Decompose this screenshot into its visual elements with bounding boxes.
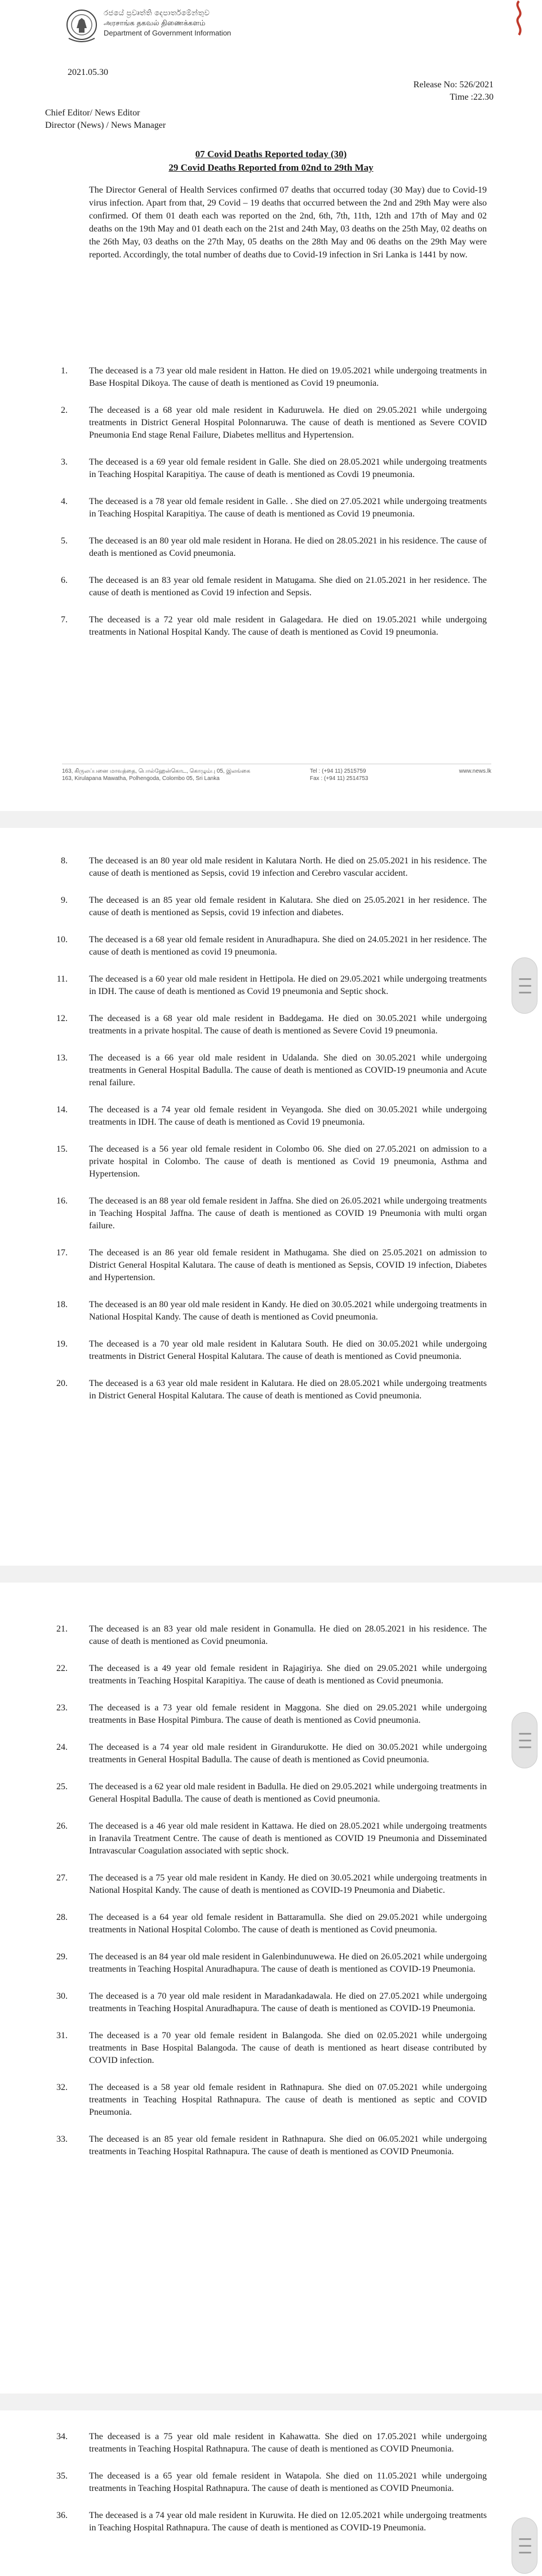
page-scroll-handle[interactable] [512, 1712, 537, 1768]
death-entry [45, 894, 487, 919]
entry-text: The deceased is an 80 year old male resident in Kandy. He died on 30.05.2021 while undergoing treatments in National Hospital Kandy. The cause of death is mentioned as Covid pneumonia. [89, 1300, 487, 1322]
dept-name-tamil: அரசாங்க தகவல் திணைக்களம் [104, 19, 206, 27]
death-entry [45, 1338, 487, 1363]
footer-contact [310, 768, 368, 782]
death-entry [45, 1623, 487, 1648]
page-scroll-handle[interactable] [512, 2517, 537, 2574]
document-page-1 [0, 0, 542, 811]
death-entry [45, 973, 487, 998]
entry-number: 23. [56, 1703, 68, 1713]
death-entry [45, 1052, 487, 1089]
page-footer [62, 764, 491, 784]
entry-text: The deceased is a 66 year old male resident in Udalanda. She died on 30.05.2021 while undergoing treatments in General Hospital Badulla. The cause of death is mentioned as COVID-19 pneumonia and Acute renal failure. [89, 1053, 487, 1088]
entry-number: 19. [56, 1339, 68, 1349]
entry-text: The deceased is a 62 year old male resident in Badulla. He died on 29.05.2021 while undergoing treatments in General Hospital Badulla. The cause of death is mentioned as Covid pneumonia. [89, 1782, 487, 1804]
title-line-2: 29 Covid Deaths Reported from 02nd to 29th May [168, 162, 374, 173]
entry-text: The deceased is an 80 year old male resident in Kalutara North. He died on 25.05.2021 in his residence. The cause of death is mentioned as Sepsis, covid 19 infection and Cerebro vascular accident. [89, 856, 487, 878]
death-entry [45, 496, 487, 520]
addressee-line-2: Director (News) / News Manager [45, 121, 166, 130]
entry-text: The deceased is a 65 year old female resident in Watapola. She died on 11.05.2021 while undergoing treatments in Teaching Hospital Rathnapura. The cause of death is mentioned as COVID Pneumonia. [89, 2471, 487, 2493]
death-entry [45, 2431, 487, 2455]
entry-number: 18. [56, 1300, 68, 1309]
entry-text: The deceased is a 63 year old male resident in Kalutara. He died on 28.05.2021 while undergoing treatments in District General Hospital Kalutara. The cause of death is mentioned as Covid pneumonia. [89, 1379, 487, 1401]
entry-text: The deceased is a 46 year old male resident in Kattawa. He died on 28.05.2021 while undergoing treatments in Iranavila Treatment Centre. The cause of death is mentioned as COVID 19 Pneumonia and Disseminated Intravascular Coagulation associated with septic shock. [89, 1821, 487, 1856]
death-entry [45, 2030, 487, 2067]
title-line-1: 07 Covid Deaths Reported today (30) [195, 149, 347, 159]
death-entry [45, 2470, 487, 2495]
entry-text: The deceased is a 49 year old female resident in Rajagiriya. She died on 29.05.2021 while undergoing treatments in Teaching Hospital Karapitiya. The cause of death is mentioned as Covid pneumonia. [89, 1664, 487, 1686]
entry-number: 33. [56, 2134, 68, 2144]
entry-text: The deceased is a 72 year old male resident in Galagedara. He died on 19.05.2021 while undergoing treatments in National Hospital Kandy. The cause of death is mentioned as Covid 19 pneumonia. [89, 615, 487, 637]
entry-text: The deceased is a 74 year old female resident in Veyangoda. She died on 30.05.2021 while undergoing treatments in IDH. The cause of death is mentioned as Covid 19 pneumonia. [89, 1105, 487, 1127]
entry-text: The deceased is a 56 year old female resident in Colombo 06. She died on 27.05.2021 on admission to a private hospital in Colombo. The cause of death is mentioned as Covid 19 pneumonia, Asthma and Hypertension. [89, 1144, 487, 1179]
death-entry [45, 934, 487, 959]
release-info [414, 79, 494, 104]
entry-text: The deceased is a 70 year old female resident in Balangoda. She died on 02.05.2021 while undergoing treatments in Base Hospital Balangoda. The cause of death is mentioned as heart disease contributed by COVID infection. [89, 2031, 487, 2065]
footer-address-tamil: 163, கிருலப்பனை மாவத்தை, பொல்ஹேன்கொட, கொழும்பு 05, இலங்கை [62, 768, 251, 774]
entry-text: The deceased is a 74 year old male resident in Girandurukotte. He died on 30.05.2021 while undergoing treatments in General Hospital Badulla. The cause of death is mentioned as Covid pneumonia. [89, 1742, 487, 1764]
entry-text: The deceased is a 75 year old male resident in Kandy. He died on 30.05.2021 while undergoing treatments in National Hospital Kandy. The cause of death is mentioned as COVID-19 Pneumonia and Diabetic. [89, 1873, 487, 1895]
entry-text: The deceased is a 64 year old female resident in Battaramulla. She died on 29.05.2021 while undergoing treatments in National Hospital Colombo. The cause of death is mentioned as Covid pneumonia. [89, 1913, 487, 1935]
death-entry [45, 1741, 487, 1766]
release-number: Release No: 526/2021 [413, 80, 494, 90]
entry-number: 7. [61, 615, 68, 625]
entry-text: The deceased is a 69 year old female resident in Galle. She died on 28.05.2021 while undergoing treatments in Teaching Hospital Karapitiya. The cause of death is mentioned as Covdi 19 pneumonia. [89, 457, 487, 479]
page-scroll-handle[interactable] [512, 957, 537, 1014]
death-entry [45, 404, 487, 442]
entry-number: 12. [56, 1014, 68, 1023]
entry-number: 13. [56, 1053, 68, 1063]
red-ribbon-icon [512, 0, 526, 36]
entry-number: 28. [56, 1913, 68, 1922]
entry-number: 27. [56, 1873, 68, 1883]
entry-text: The deceased is a 60 year old male resident in Hettipola. He died on 29.05.2021 while undergoing treatments in IDH. The cause of death is mentioned as Covid 19 pneumonia and Septic shock. [89, 974, 487, 996]
department-name [104, 8, 231, 38]
death-entry [45, 1299, 487, 1323]
entry-number: 8. [61, 856, 68, 866]
release-time: Time :22.30 [450, 92, 494, 102]
death-entry [45, 1378, 487, 1402]
entry-number: 26. [56, 1821, 68, 1831]
entry-number: 4. [61, 497, 68, 506]
entry-number: 20. [56, 1379, 68, 1388]
footer-website: www.news.lk [459, 768, 491, 774]
document-page-3 [0, 1583, 542, 2394]
entry-text: The deceased is an 84 year old male resident in Galenbindunuwewa. He died on 26.05.2021 while undergoing treatments in Teaching Hospital Anuradhapura. The cause of death is mentioned as COVID-19 Pneumonia. [89, 1952, 487, 1974]
entry-number: 29. [56, 1952, 68, 1962]
entry-text: The deceased is a 68 year old female resident in Anuradhapura. She died on 24.05.2021 in her residence. The cause of death is mentioned as covid 19 pneumonia. [89, 935, 487, 957]
entry-number: 22. [56, 1664, 68, 1673]
death-entry [45, 1781, 487, 1806]
entry-number: 25. [56, 1782, 68, 1791]
entry-number: 30. [56, 1991, 68, 2001]
entry-text: The deceased is a 74 year old male resident in Kuruwita. He died on 12.05.2021 while undergoing treatments in Teaching Hospital Rathnapura. The cause of death is mentioned as COVID-19 Pneumonia. [89, 2511, 487, 2533]
death-entry [45, 1104, 487, 1129]
death-entry [45, 855, 487, 880]
entry-number: 15. [56, 1144, 68, 1154]
death-entry [45, 1195, 487, 1232]
death-entry [45, 1951, 487, 1976]
death-entry [45, 614, 487, 639]
death-entry [45, 1247, 487, 1284]
footer-address-english: 163, Kirulapana Mawatha, Polhengoda, Colombo 05, Sri Lanka [62, 776, 220, 782]
addressee-line-1: Chief Editor/ News Editor [45, 108, 140, 118]
entry-number: 2. [61, 405, 68, 415]
entry-number: 5. [61, 536, 68, 546]
entry-number: 24. [56, 1742, 68, 1752]
death-entry [45, 365, 487, 390]
dept-name-english: Department of Government Information [104, 29, 232, 37]
entry-text: The deceased is an 83 year old male resident in Gonamulla. He died on 28.05.2021 in his residence. The cause of death is mentioned as Covid pneumonia. [89, 1624, 487, 1646]
death-entry [45, 1911, 487, 1936]
entry-number: 6. [61, 576, 68, 585]
death-entry [45, 2510, 487, 2534]
death-entry [45, 1990, 487, 2015]
deaths-list [45, 2431, 487, 2549]
entry-text: The deceased is a 68 year old male resident in Kaduruwela. He died on 29.05.2021 while undergoing treatments in District General Hospital Polonnaruwa. The cause of death is mentioned as Severe COVID Pneumonia End stage Renal Failure, Diabetes mellitus and Hypertension. [89, 405, 487, 440]
sri-lanka-emblem-icon [64, 6, 99, 46]
entry-number: 35. [56, 2471, 68, 2481]
entry-number: 16. [56, 1196, 68, 1206]
entry-text: The deceased is an 85 year old female resident in Kalutara. She died on 25.05.2021 in her residence. The cause of death is mentioned as Sepsis, covid 19 infection and diabetes. [89, 895, 487, 917]
entry-number: 10. [56, 935, 68, 944]
deaths-list [45, 855, 487, 1417]
footer-tel: Tel : (+94 11) 2515759 [310, 768, 366, 774]
footer-address [62, 768, 250, 782]
document-page-4 [0, 2410, 542, 2576]
death-entry [45, 1872, 487, 1897]
footer-fax: Fax : (+94 11) 2514753 [310, 776, 368, 782]
entry-text: The deceased is an 80 year old male resident in Horana. He died on 28.05.2021 in his residence. The cause of death is mentioned as Covid pneumonia. [89, 536, 487, 558]
entry-number: 36. [56, 2511, 68, 2520]
document-page-2 [0, 828, 542, 1566]
entry-number: 14. [56, 1105, 68, 1115]
document-title [0, 148, 542, 175]
death-entry [45, 2133, 487, 2158]
entry-number: 1. [61, 366, 68, 376]
entry-text: The deceased is a 73 year old female resident in Maggona. She died on 29.05.2021 while undergoing treatments in Base Hospital Pimbura. The cause of death is mentioned as Covid pneumonia. [89, 1703, 487, 1725]
entry-number: 11. [56, 974, 68, 984]
death-entry [45, 535, 487, 560]
death-entry [45, 574, 487, 599]
death-entry [45, 1820, 487, 1857]
death-entry [45, 1143, 487, 1180]
entry-text: The deceased is an 88 year old female resident in Jaffna. She died on 26.05.2021 while undergoing treatments in Teaching Hospital Jaffna. The cause of death is mentioned as COVID 19 Pneumonia with multi organ failure. [89, 1196, 487, 1231]
addressee [45, 107, 166, 132]
entry-text: The deceased is a 68 year old male resident in Baddegama. He died on 30.05.2021 while undergoing treatments in a private hospital. The cause of death is mentioned as Severe Covid 19 pneumonia. [89, 1014, 487, 1036]
entry-number: 9. [61, 895, 68, 905]
entry-number: 17. [56, 1248, 68, 1258]
entry-number: 32. [56, 2083, 68, 2092]
entry-text: The deceased is a 75 year old male resident in Kahawatta. She died on 17.05.2021 while undergoing treatments in Teaching Hospital Rathnapura. The cause of death is mentioned as COVID Pneumonia. [89, 2432, 487, 2454]
entry-text: The deceased is a 58 year old female resident in Rathnapura. She died on 07.05.2021 while undergoing treatments in Teaching Hospital Rathnapura. The cause of death is mentioned as septic and COVID Pneumonia. [89, 2083, 487, 2117]
dept-name-sinhala: රජයේ ප්‍රවෘත්ති දෙපාර්තමේන්තුව [104, 8, 210, 17]
entry-text: The deceased is a 70 year old male resident in Kalutara South. He died on 30.05.2021 while undergoing treatments in District General Hospital Kalutara. The cause of death is mentioned as Covid pneumonia. [89, 1339, 487, 1361]
entry-number: 3. [61, 457, 68, 467]
entry-text: The deceased is a 73 year old male resident in Hatton. He died on 19.05.2021 while undergoing treatments in Base Hospital Dikoya. The cause of death is mentioned as Covid 19 pneumonia. [89, 366, 487, 388]
death-entry [45, 1013, 487, 1037]
release-date: 2021.05.30 [68, 68, 108, 77]
letterhead [45, 0, 503, 68]
entry-number: 34. [56, 2432, 68, 2441]
death-entry [45, 1663, 487, 1687]
entry-number: 31. [56, 2031, 68, 2040]
entry-text: The deceased is an 83 year old female resident in Matugama. She died on 21.05.2021 in her residence. The cause of death is mentioned as Covid 19 infection and Sepsis. [89, 576, 487, 598]
entry-text: The deceased is a 78 year old female resident in Galle. . She died on 27.05.2021 while undergoing treatments in Teaching Hospital Karapitiya. The cause of death is mentioned as Covid 19 pneumonia. [89, 497, 487, 519]
death-entry [45, 456, 487, 481]
entry-text: The deceased is an 85 year old female resident in Rathnapura. She died on 06.05.2021 while undergoing treatments in Teaching Hospital Rathnapura. The cause of death is mentioned as COVID Pneumonia. [89, 2134, 487, 2156]
entry-number: 21. [56, 1624, 68, 1634]
entry-text: The deceased is an 86 year old female resident in Mathugama. She died on 25.05.2021 on admission to District General Hospital Kalutara. The cause of death is mentioned as Sepsis, COVID 19 infection, Diabetes and Hypertension. [89, 1248, 487, 1282]
death-entry [45, 2082, 487, 2119]
entry-text: The deceased is a 70 year old male resident in Maradankadawala. He died on 27.05.2021 while undergoing treatments in Teaching Hospital Anuradhapura. The cause of death is mentioned as COVID-19 Pneumonia. [89, 1991, 487, 2013]
deaths-list [45, 365, 487, 653]
death-entry [45, 1702, 487, 1727]
deaths-list [45, 1623, 487, 2173]
intro-paragraph: The Director General of Health Services confirmed 07 deaths that occurred today (30 May) due to Covid-19 virus infection. Apart from that, 29 Covid – 19 deaths that occurred between the 2nd and 29th May were also confirmed. Of them 01 death each was reported on the 2nd, 6th, 7th, 11th, 12th and 17th of May and 02 deaths on the 19th May and 01 death each on the 21st and 24th May, 03 deaths on the 25th May, 02 deaths on the 26th May, 03 deaths on the 27th May, 05 deaths on the 28th May and 06 deaths on the 29th May were reported. Accordingly, the total number of deaths due to Covid-19 infection in Sri Lanka is 1441 by now. [89, 185, 487, 260]
